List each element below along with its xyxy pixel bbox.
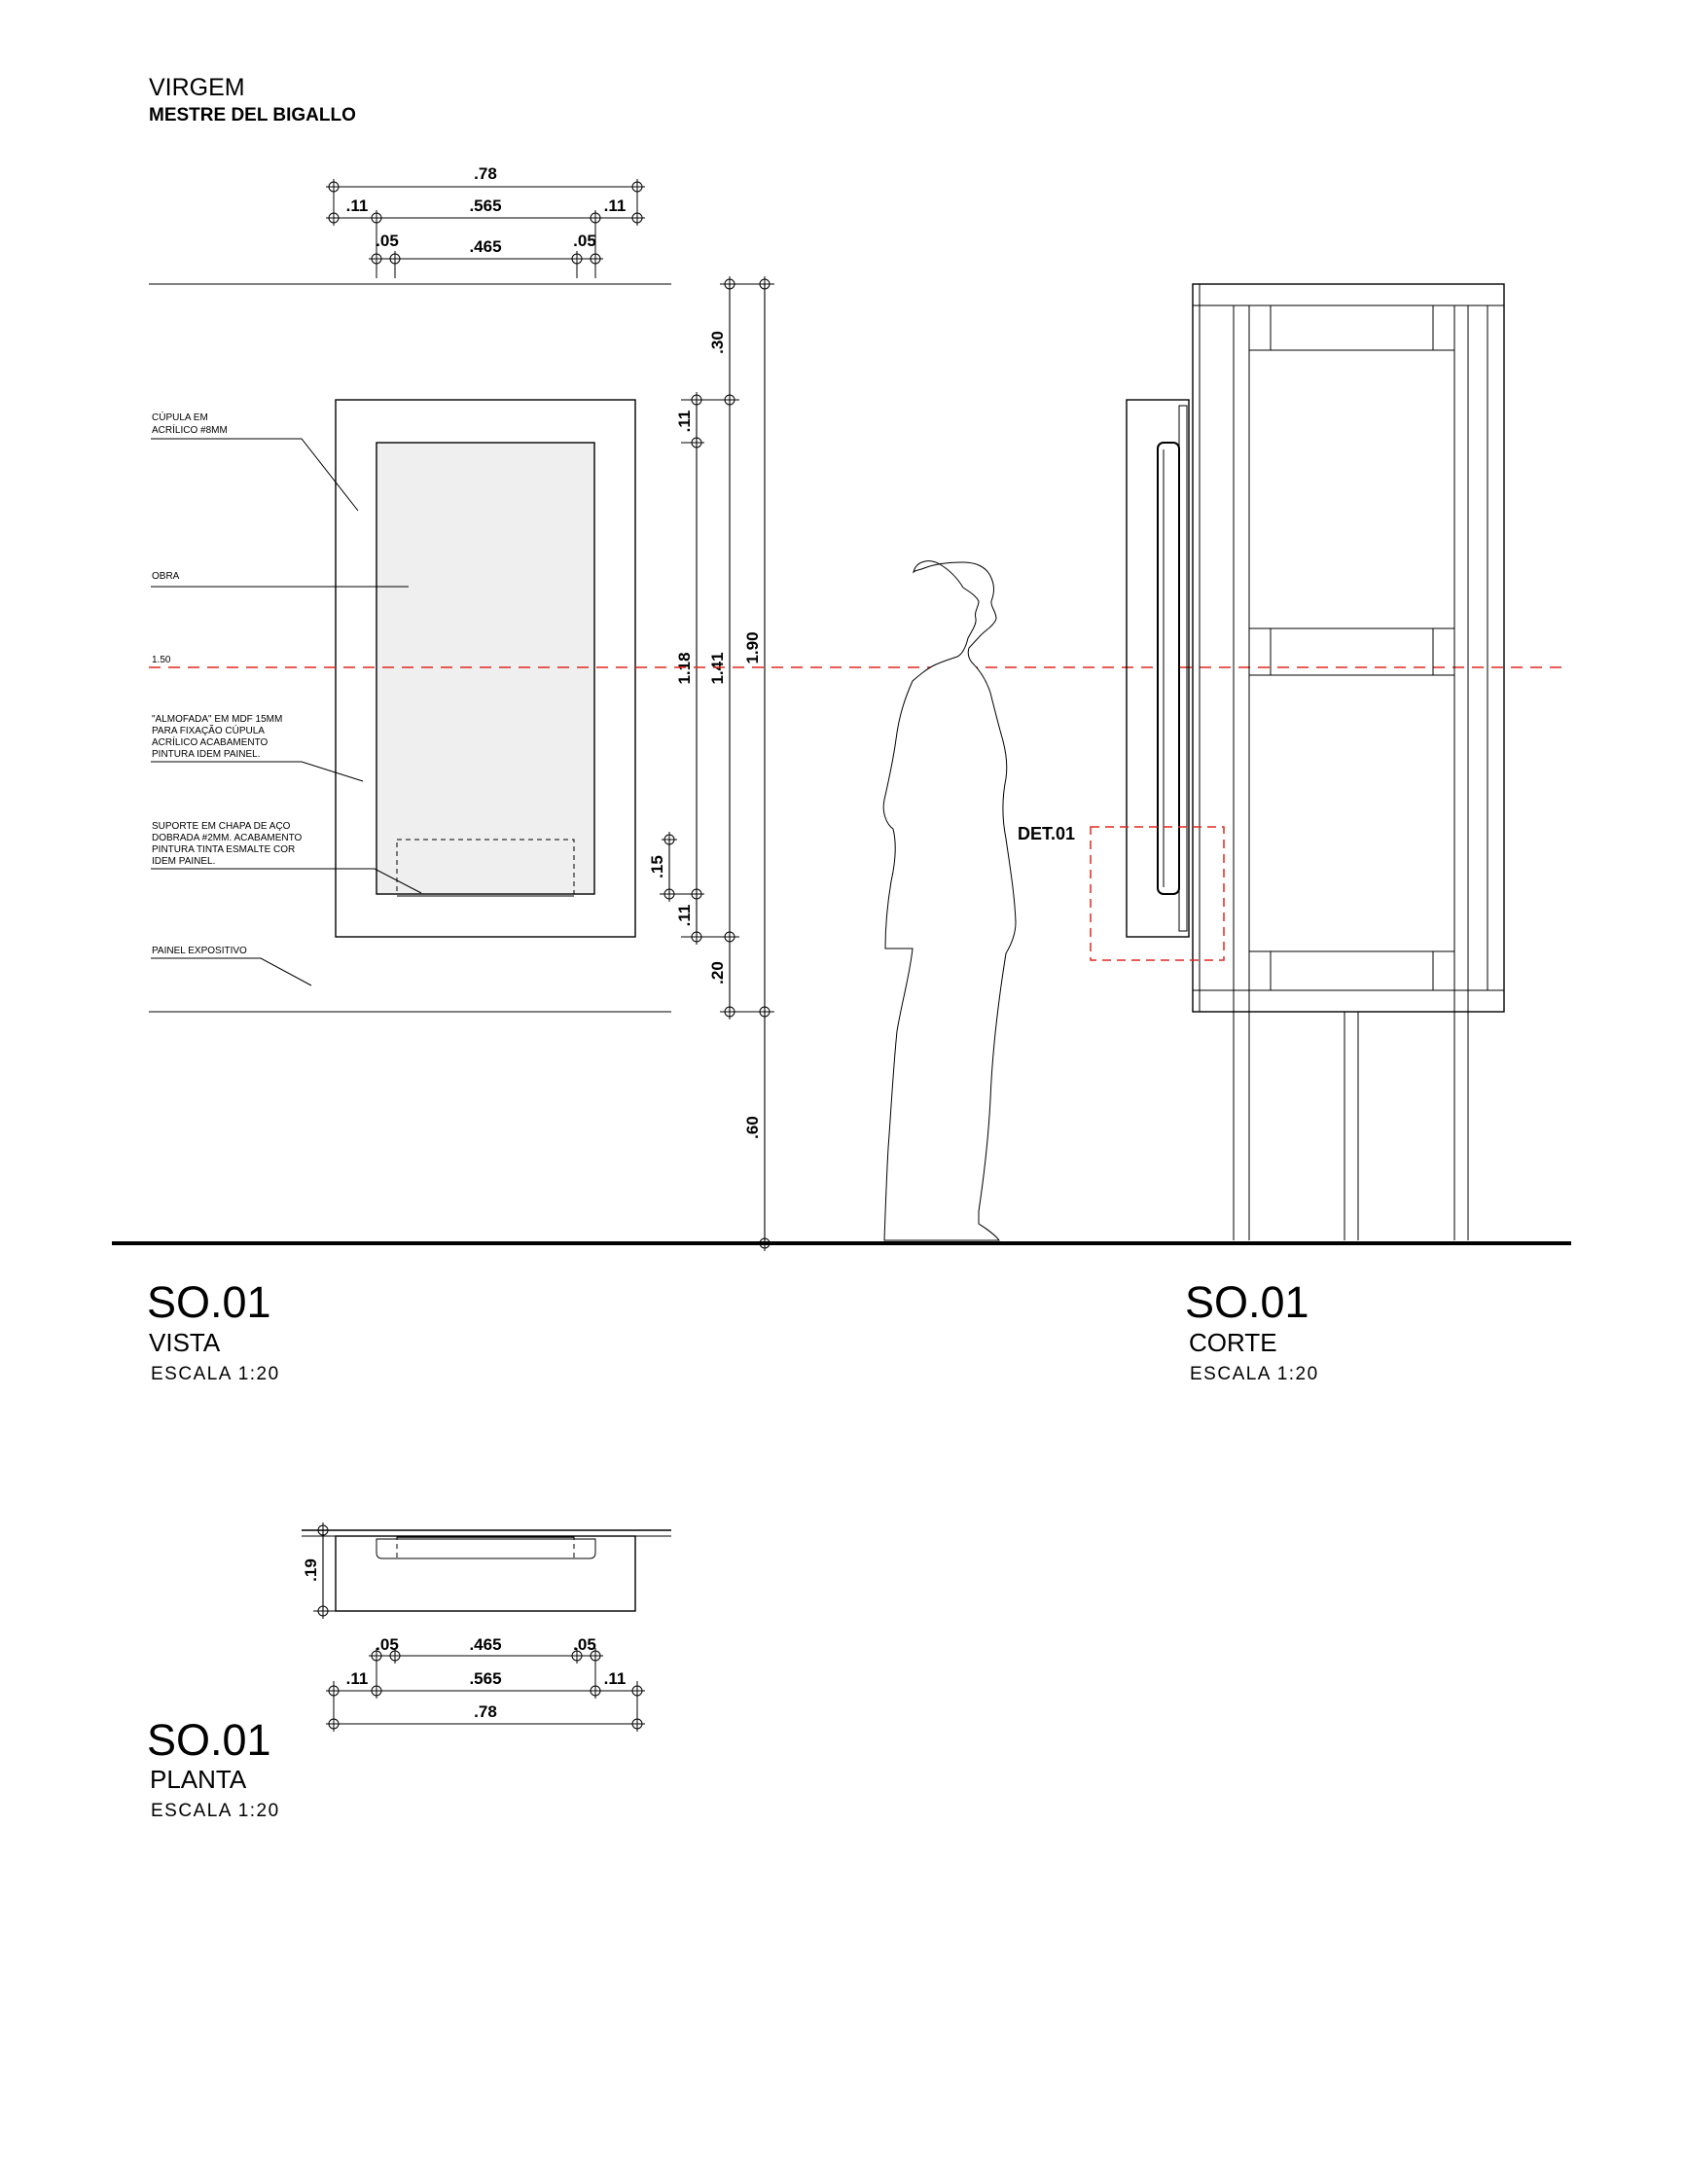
dim-work-height: 1.18 xyxy=(675,652,694,685)
dim-frame-top: .11 xyxy=(675,410,694,433)
dim-inner-width: .565 xyxy=(469,197,502,215)
dim-top-clearance: .30 xyxy=(708,331,727,354)
planta-gap-right: .05 xyxy=(573,1635,596,1654)
callout-cupula-line2: ACRÍLICO #8MM xyxy=(152,425,228,436)
dim-overall-inner: 1.41 xyxy=(708,652,727,685)
dim-side-right: .11 xyxy=(603,197,627,215)
planta-side-right: .11 xyxy=(603,1669,627,1688)
callout-suporte-line2: DOBRADA #2MM. ACABAMENTO xyxy=(152,833,303,843)
corte-scale: ESCALA 1:20 xyxy=(1190,1364,1319,1384)
callout-almofada-line3: ACRÍLICO ACABAMENTO xyxy=(152,737,269,748)
drawing-title: VIRGEM xyxy=(149,74,245,101)
corte-code: SO.01 xyxy=(1185,1277,1309,1327)
artwork-obra xyxy=(376,443,594,894)
planta-depth: .19 xyxy=(302,1558,320,1582)
planta-plan xyxy=(302,1522,671,1732)
callout-cupula-line1: CÚPULA EM xyxy=(152,412,208,423)
callout-almofada-line2: PARA FIXAÇÃO CÚPULA xyxy=(152,726,265,736)
dim-total-width: .78 xyxy=(474,164,497,183)
planta-code: SO.01 xyxy=(147,1715,271,1765)
dim-work-width: .465 xyxy=(469,237,502,256)
callout-suporte-line4: IDEM PAINEL. xyxy=(152,856,216,867)
vista-code: SO.01 xyxy=(147,1277,271,1327)
planta-inner-width: .565 xyxy=(469,1669,502,1688)
planta-gap-left: .05 xyxy=(376,1635,399,1654)
dim-floor-height: .60 xyxy=(743,1116,762,1139)
planta-total-width: .78 xyxy=(474,1702,497,1721)
vista-name: VISTA xyxy=(149,1328,221,1357)
planta-scale: ESCALA 1:20 xyxy=(151,1801,280,1821)
callout-suporte-line3: PINTURA TINTA ESMALTE COR xyxy=(152,844,296,855)
drawing-subtitle: MESTRE DEL BIGALLO xyxy=(149,105,356,125)
callout-suporte-line1: SUPORTE EM CHAPA DE AÇO xyxy=(152,821,291,832)
planta-work-width: .465 xyxy=(469,1635,502,1654)
callout-almofada-line1: "ALMOFADA" EM MDF 15MM xyxy=(152,714,283,725)
dim-overall-height: 1.90 xyxy=(743,631,762,664)
callout-level: 1.50 xyxy=(152,655,171,665)
callout-almofada-line4: PINTURA IDEM PAINEL. xyxy=(152,749,261,760)
callout-obra: OBRA xyxy=(152,571,180,582)
dim-frame-bottom: .11 xyxy=(675,904,694,927)
dim-bottom-clearance: .20 xyxy=(708,961,727,985)
callout-painel: PAINEL EXPOSITIVO xyxy=(152,946,247,956)
dim-gap-left: .05 xyxy=(376,232,399,250)
planta-name: PLANTA xyxy=(150,1765,247,1794)
vista-top-dimensions xyxy=(326,179,645,278)
dim-side-left: .11 xyxy=(345,197,369,215)
corte-name: CORTE xyxy=(1189,1328,1277,1357)
detail-01-label: DET.01 xyxy=(1018,824,1076,843)
vista-elevation xyxy=(149,284,671,1012)
corte-section xyxy=(1127,284,1504,1240)
section-cabinet xyxy=(1193,284,1504,1012)
dim-support-height: .15 xyxy=(648,855,666,878)
planta-side-left: .11 xyxy=(345,1669,369,1688)
vista-scale: ESCALA 1:20 xyxy=(151,1364,280,1384)
dim-gap-right: .05 xyxy=(573,232,596,250)
human-figure-silhouette xyxy=(883,561,1016,1240)
